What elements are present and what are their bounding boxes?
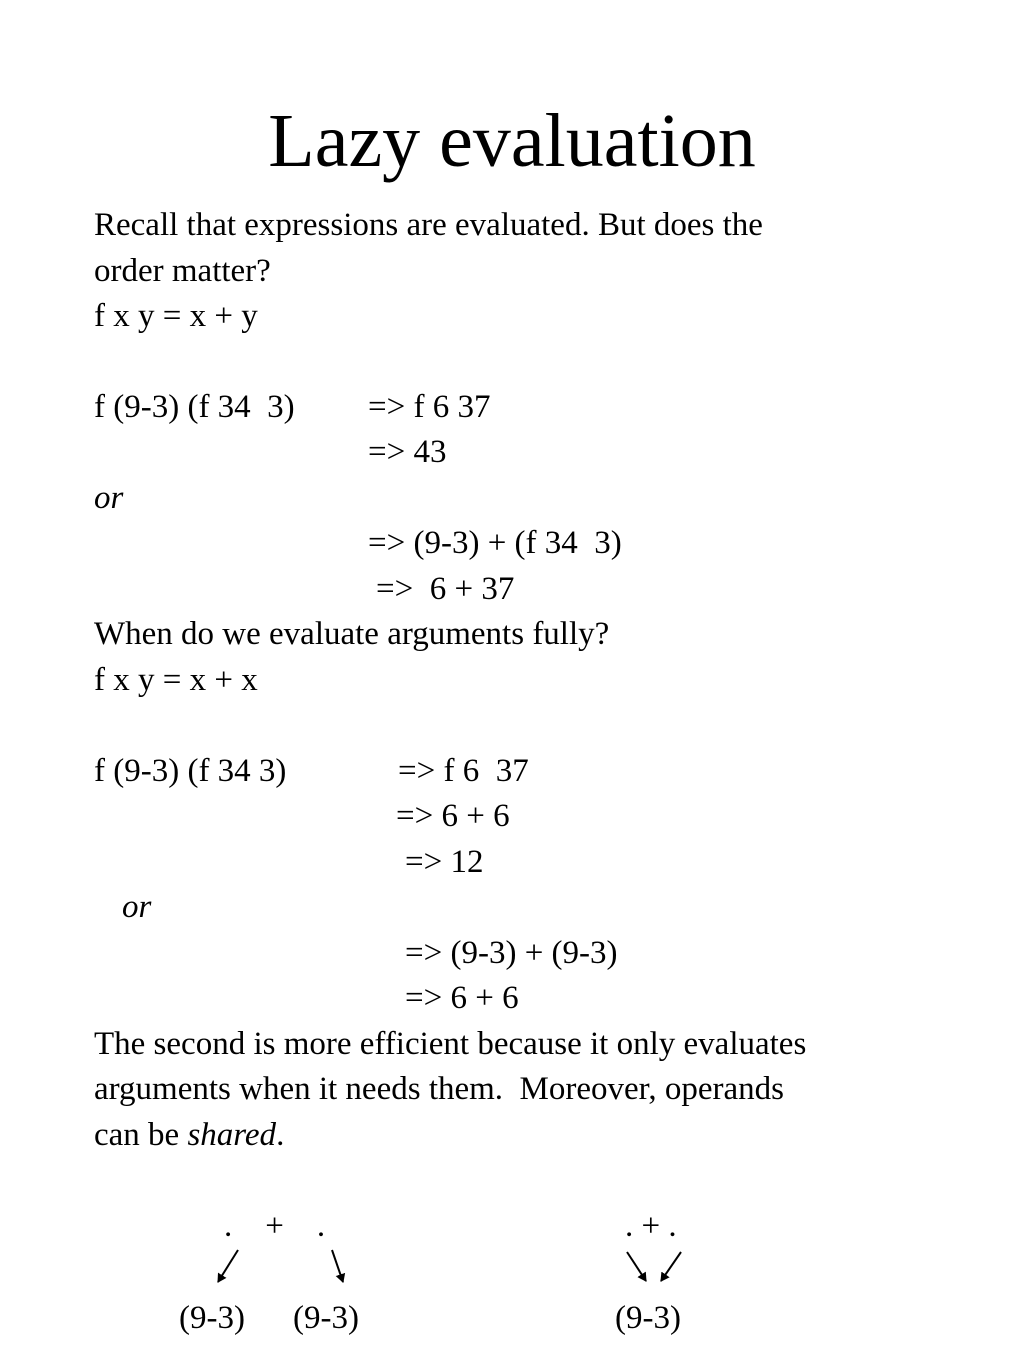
intro-line-2: order matter? <box>94 253 271 289</box>
example2-step-4: => (9-3) + (9-3) <box>405 935 618 971</box>
left-tree-leaf-right: (9-3) <box>293 1300 359 1336</box>
conclusion-line-3-suffix: . <box>276 1117 285 1153</box>
example2-step-1: => f 6 37 <box>398 753 529 789</box>
right-tree-leaf-shared: (9-3) <box>615 1300 681 1336</box>
function-definition-1: f x y = x + y <box>94 298 258 334</box>
example1-step-3: => (9-3) + (f 34 3) <box>368 525 622 561</box>
intro-line-1: Recall that expressions are evaluated. But does the <box>94 207 763 243</box>
left-tree-arrow-left <box>218 1250 238 1282</box>
example2-step-5: => 6 + 6 <box>405 980 519 1016</box>
right-tree-arrow-left <box>627 1252 646 1281</box>
shared-word: shared <box>187 1117 277 1153</box>
example1-expression: f (9-3) (f 34 3) <box>94 389 295 425</box>
example2-step-3: => 12 <box>405 844 484 880</box>
example2-or: or <box>122 889 152 925</box>
conclusion-line-2: arguments when it needs them. Moreover, operands <box>94 1071 784 1107</box>
conclusion-line-3 <box>94 1115 284 1155</box>
example1-or: or <box>94 480 124 516</box>
question-line: When do we evaluate arguments fully? <box>94 616 610 652</box>
example1-step-1: => f 6 37 <box>368 389 491 425</box>
left-tree-leaf-left: (9-3) <box>179 1300 245 1336</box>
slide-title: Lazy evaluation <box>268 99 756 183</box>
example2-step-2: => 6 + 6 <box>396 798 510 834</box>
example1-step-2: => 43 <box>368 434 447 470</box>
right-tree-arrow-right <box>661 1252 681 1281</box>
example1-step-4: => 6 + 37 <box>376 571 515 607</box>
right-tree-root: . + . <box>625 1208 677 1244</box>
example2-expression: f (9-3) (f 34 3) <box>94 753 287 789</box>
conclusion-line-1: The second is more efficient because it only evaluates <box>94 1026 807 1062</box>
left-tree-root: . + . <box>224 1208 326 1244</box>
conclusion-line-3-prefix: can be <box>94 1117 188 1153</box>
left-tree-arrow-right <box>332 1250 343 1282</box>
function-definition-2: f x y = x + x <box>94 662 258 698</box>
